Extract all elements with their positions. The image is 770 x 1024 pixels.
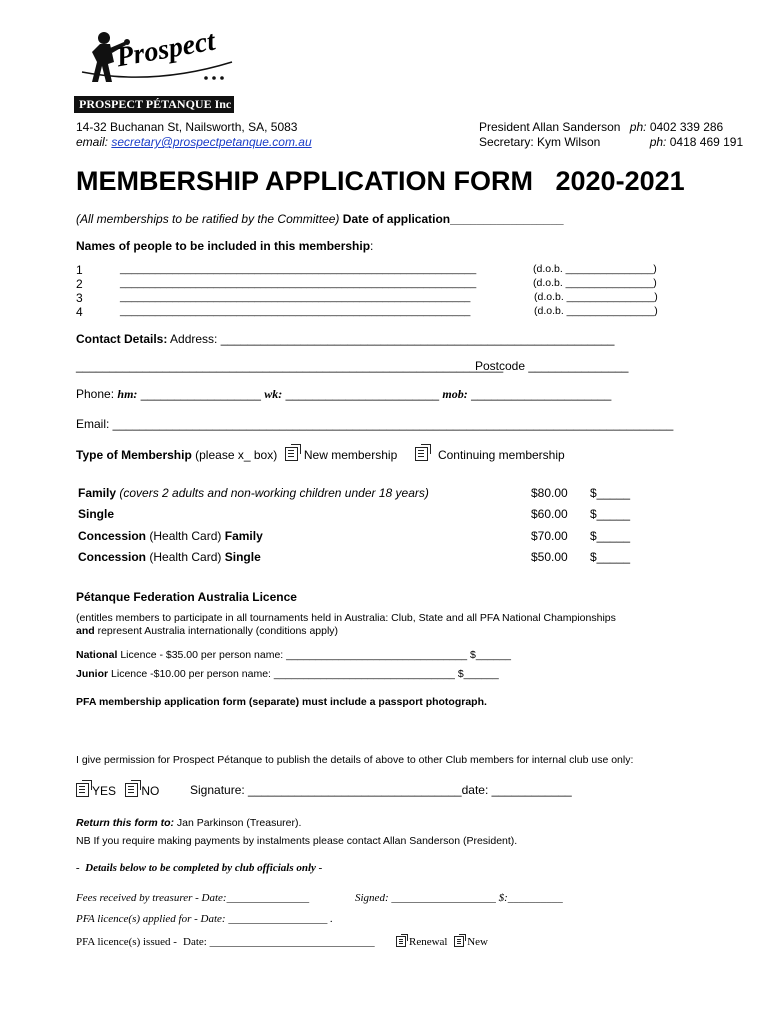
instalment-note: NB If you require making payments by instalments please contact Allan Sanderson (President). bbox=[76, 835, 518, 847]
membership-type-row bbox=[76, 447, 565, 462]
pfa-applied-field[interactable]: PFA licence(s) applied for - Date: __________________ . bbox=[76, 913, 333, 925]
row-number: 3 bbox=[76, 291, 83, 305]
list-item bbox=[76, 277, 83, 291]
address-line-2[interactable]: ________________________________________________________________ bbox=[76, 359, 504, 373]
fee-price: $50.00 bbox=[531, 550, 568, 564]
membership-type-label: Type of Membership bbox=[76, 448, 192, 462]
dob-field[interactable]: (d.o.b. _______________) bbox=[533, 277, 657, 289]
fee-detail: (Health Card) bbox=[149, 529, 222, 543]
pfa-description-line-1: (entitles members to participate in all tournaments held in Australia: Club, State and all PFA National Championships bbox=[76, 612, 616, 624]
signed-field[interactable]: Signed: ___________________ $:__________ bbox=[355, 892, 563, 904]
fee-detail: (Health Card) bbox=[149, 550, 222, 564]
membership-type-instruction: (please x_ box) bbox=[195, 448, 278, 462]
pfa-photo-note: PFA membership application form (separate) must include a passport photograph. bbox=[76, 696, 487, 708]
list-item bbox=[76, 263, 83, 277]
return-label: Return this form to: bbox=[76, 817, 174, 829]
email-field[interactable]: Email: ____________________________________________________________________________________ bbox=[76, 417, 674, 431]
logo-banner bbox=[74, 96, 234, 113]
club-address: 14-32 Buchanan St, Nailsworth, SA, 5083 bbox=[76, 120, 298, 134]
email-label: email: bbox=[76, 135, 109, 149]
new-membership-label: New membership bbox=[303, 448, 398, 462]
list-item bbox=[76, 305, 83, 319]
new-membership-checkbox[interactable] bbox=[285, 447, 298, 461]
fee-detail: (covers 2 adults and non-working children under 18 years) bbox=[119, 486, 429, 500]
permission-row bbox=[76, 783, 159, 798]
logo-script-text: Prospect bbox=[113, 25, 218, 74]
yes-label: YES bbox=[92, 784, 117, 798]
wk-field[interactable]: _______________________ bbox=[285, 387, 440, 401]
club-logo bbox=[74, 22, 236, 114]
ratified-note: (All memberships to be ratified by the Committee) bbox=[76, 212, 340, 226]
mob-label: mob: bbox=[442, 387, 468, 401]
fee-name: Concession bbox=[78, 529, 147, 543]
fee-name: Family bbox=[78, 486, 117, 500]
junior-text[interactable]: Licence -$10.00 per person name: _______________________________ $______ bbox=[111, 668, 499, 680]
continuing-membership-checkbox[interactable] bbox=[415, 447, 428, 461]
wk-label: wk: bbox=[264, 387, 283, 401]
yes-checkbox[interactable] bbox=[76, 783, 89, 797]
fee-amount-field[interactable]: $_____ bbox=[590, 529, 631, 543]
fee-amount-field[interactable]: $_____ bbox=[590, 486, 631, 500]
pfa-issued-label: PFA licence(s) issued - bbox=[76, 936, 177, 948]
secretary-name: Secretary: Kym Wilson bbox=[479, 135, 601, 149]
mob-field[interactable]: _____________________ bbox=[471, 387, 612, 401]
name-line[interactable]: _____________________________________________________________ bbox=[120, 277, 477, 289]
name-line[interactable]: _____________________________________________________________ bbox=[120, 263, 477, 275]
phone-label: Phone: bbox=[76, 387, 115, 401]
list-item bbox=[76, 291, 83, 305]
secretary-ph-label: ph: bbox=[649, 135, 667, 149]
president-phone: 0402 339 286 bbox=[649, 120, 724, 134]
president-name: President Allan Sanderson bbox=[479, 120, 621, 134]
table-row bbox=[78, 486, 429, 500]
new-checkbox[interactable] bbox=[454, 936, 464, 947]
fees-table bbox=[78, 486, 638, 566]
row-number: 2 bbox=[76, 277, 83, 291]
fee-suffix: Single bbox=[224, 550, 261, 564]
name-line[interactable]: ____________________________________________________________ bbox=[120, 291, 471, 303]
president-ph-label: ph: bbox=[629, 120, 647, 134]
junior-label: Junior bbox=[76, 668, 109, 680]
application-date-row bbox=[76, 212, 564, 226]
phone-row bbox=[76, 387, 611, 402]
dob-field[interactable]: (d.o.b. _______________) bbox=[533, 263, 657, 275]
national-text[interactable]: Licence - $35.00 per person name: _______________________________ $______ bbox=[120, 649, 511, 661]
pfa-represent: represent Australia internationally (conditions apply) bbox=[97, 625, 339, 637]
hm-label: hm: bbox=[117, 387, 138, 401]
fee-price: $80.00 bbox=[531, 486, 568, 500]
row-number: 1 bbox=[76, 263, 83, 277]
no-checkbox[interactable] bbox=[125, 783, 138, 797]
national-licence-row[interactable] bbox=[76, 649, 511, 661]
junior-licence-row[interactable] bbox=[76, 668, 499, 680]
fee-amount-field[interactable]: $_____ bbox=[590, 507, 631, 521]
renewal-label: Renewal bbox=[409, 936, 448, 948]
officials-heading: - Details below to be completed by club officials only - bbox=[76, 862, 323, 874]
contact-address-row bbox=[76, 332, 614, 346]
date-of-application[interactable]: Date of application_________________ bbox=[342, 212, 564, 226]
continuing-membership-label: Continuing membership bbox=[437, 448, 565, 462]
table-row bbox=[78, 550, 261, 564]
row-number: 4 bbox=[76, 305, 83, 319]
email-link[interactable]: secretary@prospectpetanque.com.au bbox=[111, 135, 312, 149]
page-title: MEMBERSHIP APPLICATION FORM 2020-2021 bbox=[76, 166, 685, 196]
dob-field[interactable]: (d.o.b. _______________) bbox=[534, 291, 658, 303]
permission-text: I give permission for Prospect Pétanque to publish the details of above to other Club members for internal club use only: bbox=[76, 754, 634, 766]
names-colon: : bbox=[370, 239, 374, 253]
name-line[interactable]: ____________________________________________________________ bbox=[120, 305, 471, 317]
table-row bbox=[78, 529, 263, 543]
pfa-description-line-2 bbox=[76, 625, 338, 637]
fee-price: $60.00 bbox=[531, 507, 568, 521]
renewal-new-row bbox=[396, 936, 488, 948]
signature-date-field[interactable]: Signature: ________________________________date: ____________ bbox=[190, 783, 572, 797]
pfa-issued-date-field[interactable]: Date: ______________________________ bbox=[183, 936, 375, 948]
national-label: National bbox=[76, 649, 118, 661]
fee-amount-field[interactable]: $_____ bbox=[590, 550, 631, 564]
fee-price: $70.00 bbox=[531, 529, 568, 543]
new-label: New bbox=[467, 936, 489, 948]
contact-details-label: Contact Details: bbox=[76, 332, 168, 346]
president-row bbox=[479, 120, 723, 134]
secretary-phone: 0418 469 191 bbox=[669, 135, 744, 149]
address-field[interactable]: Address: ___________________________________________________________ bbox=[170, 332, 615, 346]
renewal-checkbox[interactable] bbox=[396, 936, 406, 947]
postcode-field[interactable]: Postcode _______________ bbox=[475, 359, 629, 373]
pfa-heading: Pétanque Federation Australia Licence bbox=[76, 590, 297, 604]
hm-field[interactable]: __________________ bbox=[140, 387, 261, 401]
fees-received-field[interactable]: Fees received by treasurer - Date:_______________ bbox=[76, 892, 310, 904]
logo-banner-text: PROSPECT PÉTANQUE Inc bbox=[79, 97, 232, 111]
table-row bbox=[78, 507, 114, 521]
return-name: Jan Parkinson (Treasurer). bbox=[176, 817, 302, 829]
pfa-and: and bbox=[76, 625, 95, 637]
return-row bbox=[76, 817, 301, 829]
no-label: NO bbox=[141, 784, 160, 798]
names-heading: Names of people to be included in this membership bbox=[76, 239, 371, 253]
fee-name: Concession bbox=[78, 550, 147, 564]
fee-suffix: Family bbox=[224, 529, 263, 543]
club-email-row bbox=[76, 135, 312, 149]
secretary-row bbox=[479, 135, 743, 149]
dob-field[interactable]: (d.o.b. _______________) bbox=[534, 305, 658, 317]
names-heading-row bbox=[76, 239, 373, 253]
fee-name: Single bbox=[78, 507, 115, 521]
